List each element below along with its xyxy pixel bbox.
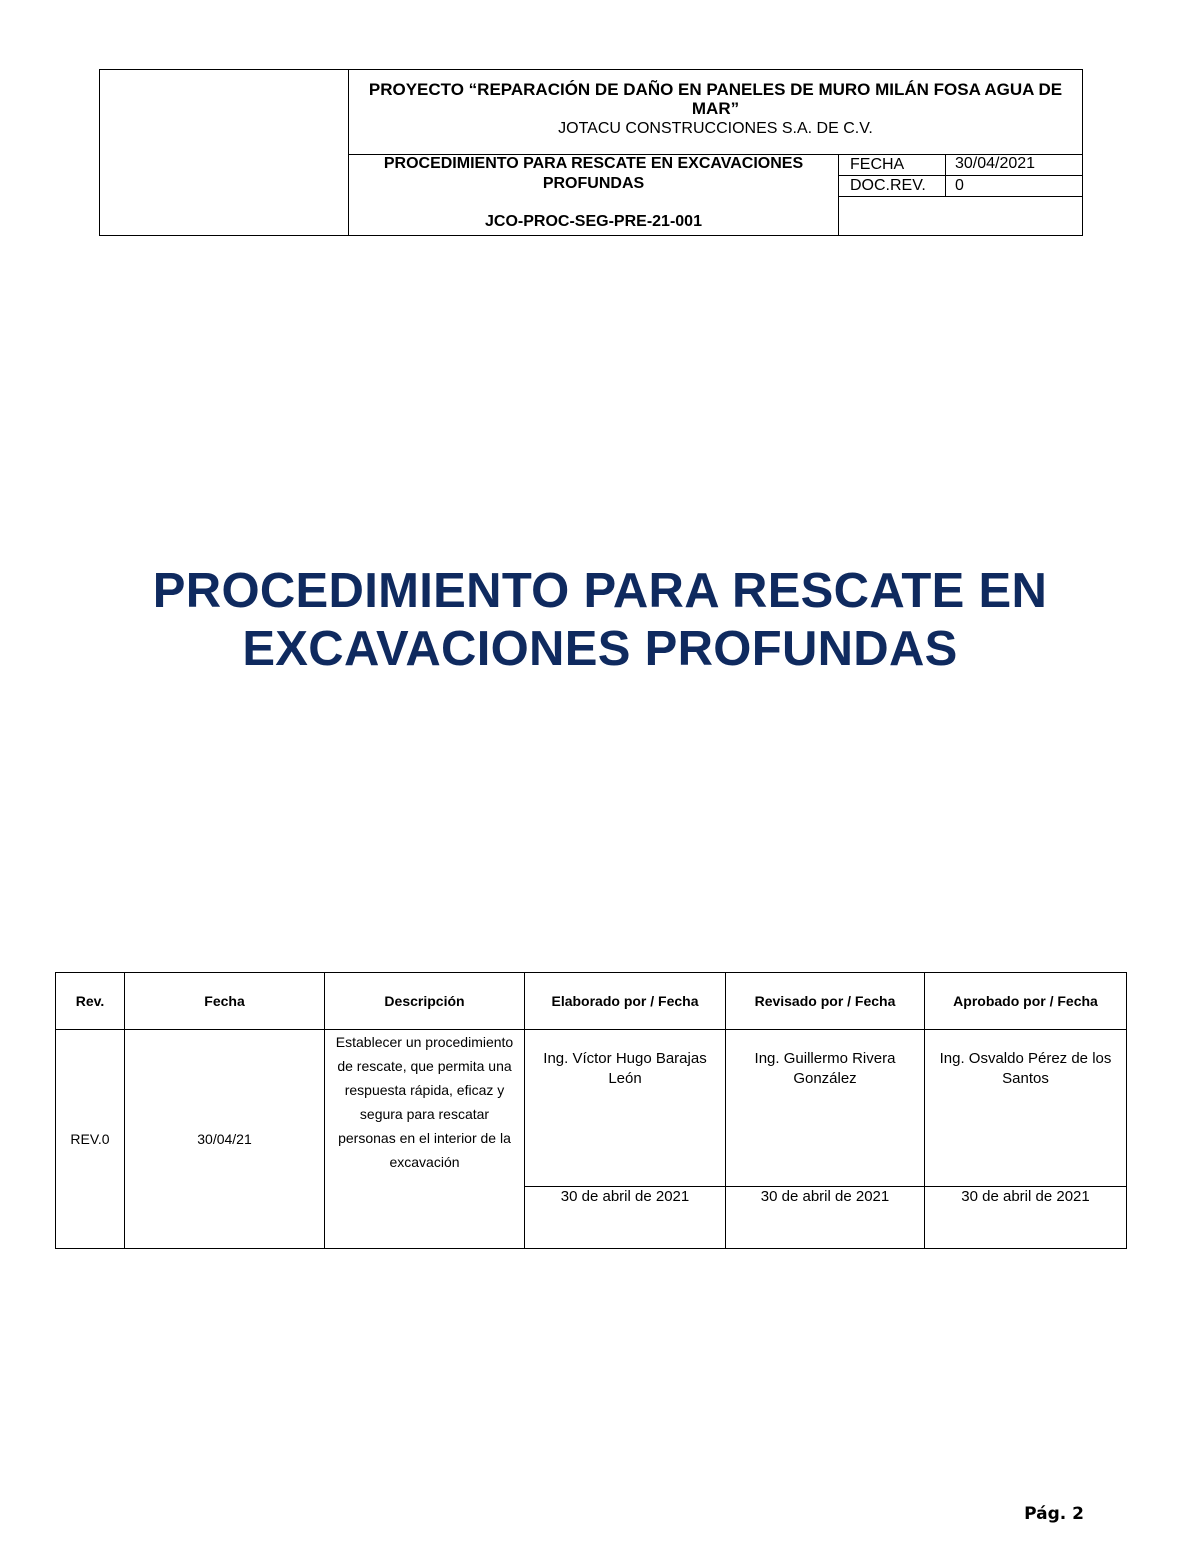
- cell-revisado: [726, 1030, 925, 1249]
- docrev-value: 0: [945, 176, 964, 196]
- aprobado-date: 30 de abril de 2021: [925, 1186, 1126, 1248]
- header-fecha: Fecha: [125, 973, 325, 1030]
- fecha-row: [839, 155, 1082, 176]
- header-elaborado: Elaborado por / Fecha: [525, 973, 726, 1030]
- meta-cell: [839, 155, 1082, 235]
- elaborado-name: Ing. Víctor Hugo Barajas León: [543, 1050, 707, 1087]
- document-title-line-1: PROCEDIMIENTO PARA RESCATE EN: [152, 564, 1048, 618]
- header-revisado: Revisado por / Fecha: [726, 973, 925, 1030]
- procedure-title: PROCEDIMIENTO PARA RESCATE EN EXCAVACIONES PROFUNDAS: [383, 155, 804, 192]
- docrev-label: DOC.REV.: [850, 177, 926, 194]
- aprobado-name: Ing. Osvaldo Pérez de los Santos: [939, 1050, 1112, 1087]
- document-header: [99, 69, 1083, 236]
- document-title: [60, 562, 1140, 678]
- procedure-code: JCO-PROC-SEG-PRE-21-001: [485, 213, 702, 230]
- header-rev: Rev.: [56, 973, 125, 1030]
- page-number: Pág. 2: [1024, 1504, 1084, 1524]
- cell-descripcion: Establecer un procedimiento de rescate, que permita una respuesta rápida, eficaz y segura para rescatar personas en el interior de la excavación: [325, 1030, 525, 1249]
- document-title-line-2: EXCAVACIONES PROFUNDAS: [242, 622, 958, 676]
- elaborado-date: 30 de abril de 2021: [525, 1186, 725, 1248]
- revisado-date: 30 de abril de 2021: [726, 1186, 924, 1248]
- cell-aprobado: [925, 1030, 1127, 1249]
- project-title: PROYECTO “REPARACIÓN DE DAÑO EN PANELES DE MURO MILÁN FOSA AGUA DE MAR”: [368, 80, 1063, 118]
- logo-cell: [100, 70, 349, 235]
- cell-elaborado: [525, 1030, 726, 1249]
- header-aprobado: Aprobado por / Fecha: [925, 973, 1127, 1030]
- revision-table: [55, 972, 1127, 1249]
- header-descripcion: Descripción: [325, 973, 525, 1030]
- table-row: [56, 1030, 1127, 1249]
- cell-fecha: 30/04/21: [125, 1030, 325, 1249]
- table-header-row: [56, 973, 1127, 1030]
- project-cell: [349, 70, 1082, 155]
- procedure-cell: [349, 155, 839, 235]
- fecha-label: FECHA: [850, 156, 905, 173]
- revisado-name: Ing. Guillermo Rivera González: [754, 1050, 896, 1087]
- fecha-value: 30/04/2021: [945, 154, 1035, 175]
- docrev-row: [839, 176, 1082, 197]
- company-name: JOTACU CONSTRUCCIONES S.A. DE C.V.: [558, 120, 873, 137]
- cell-rev: REV.0: [56, 1030, 125, 1249]
